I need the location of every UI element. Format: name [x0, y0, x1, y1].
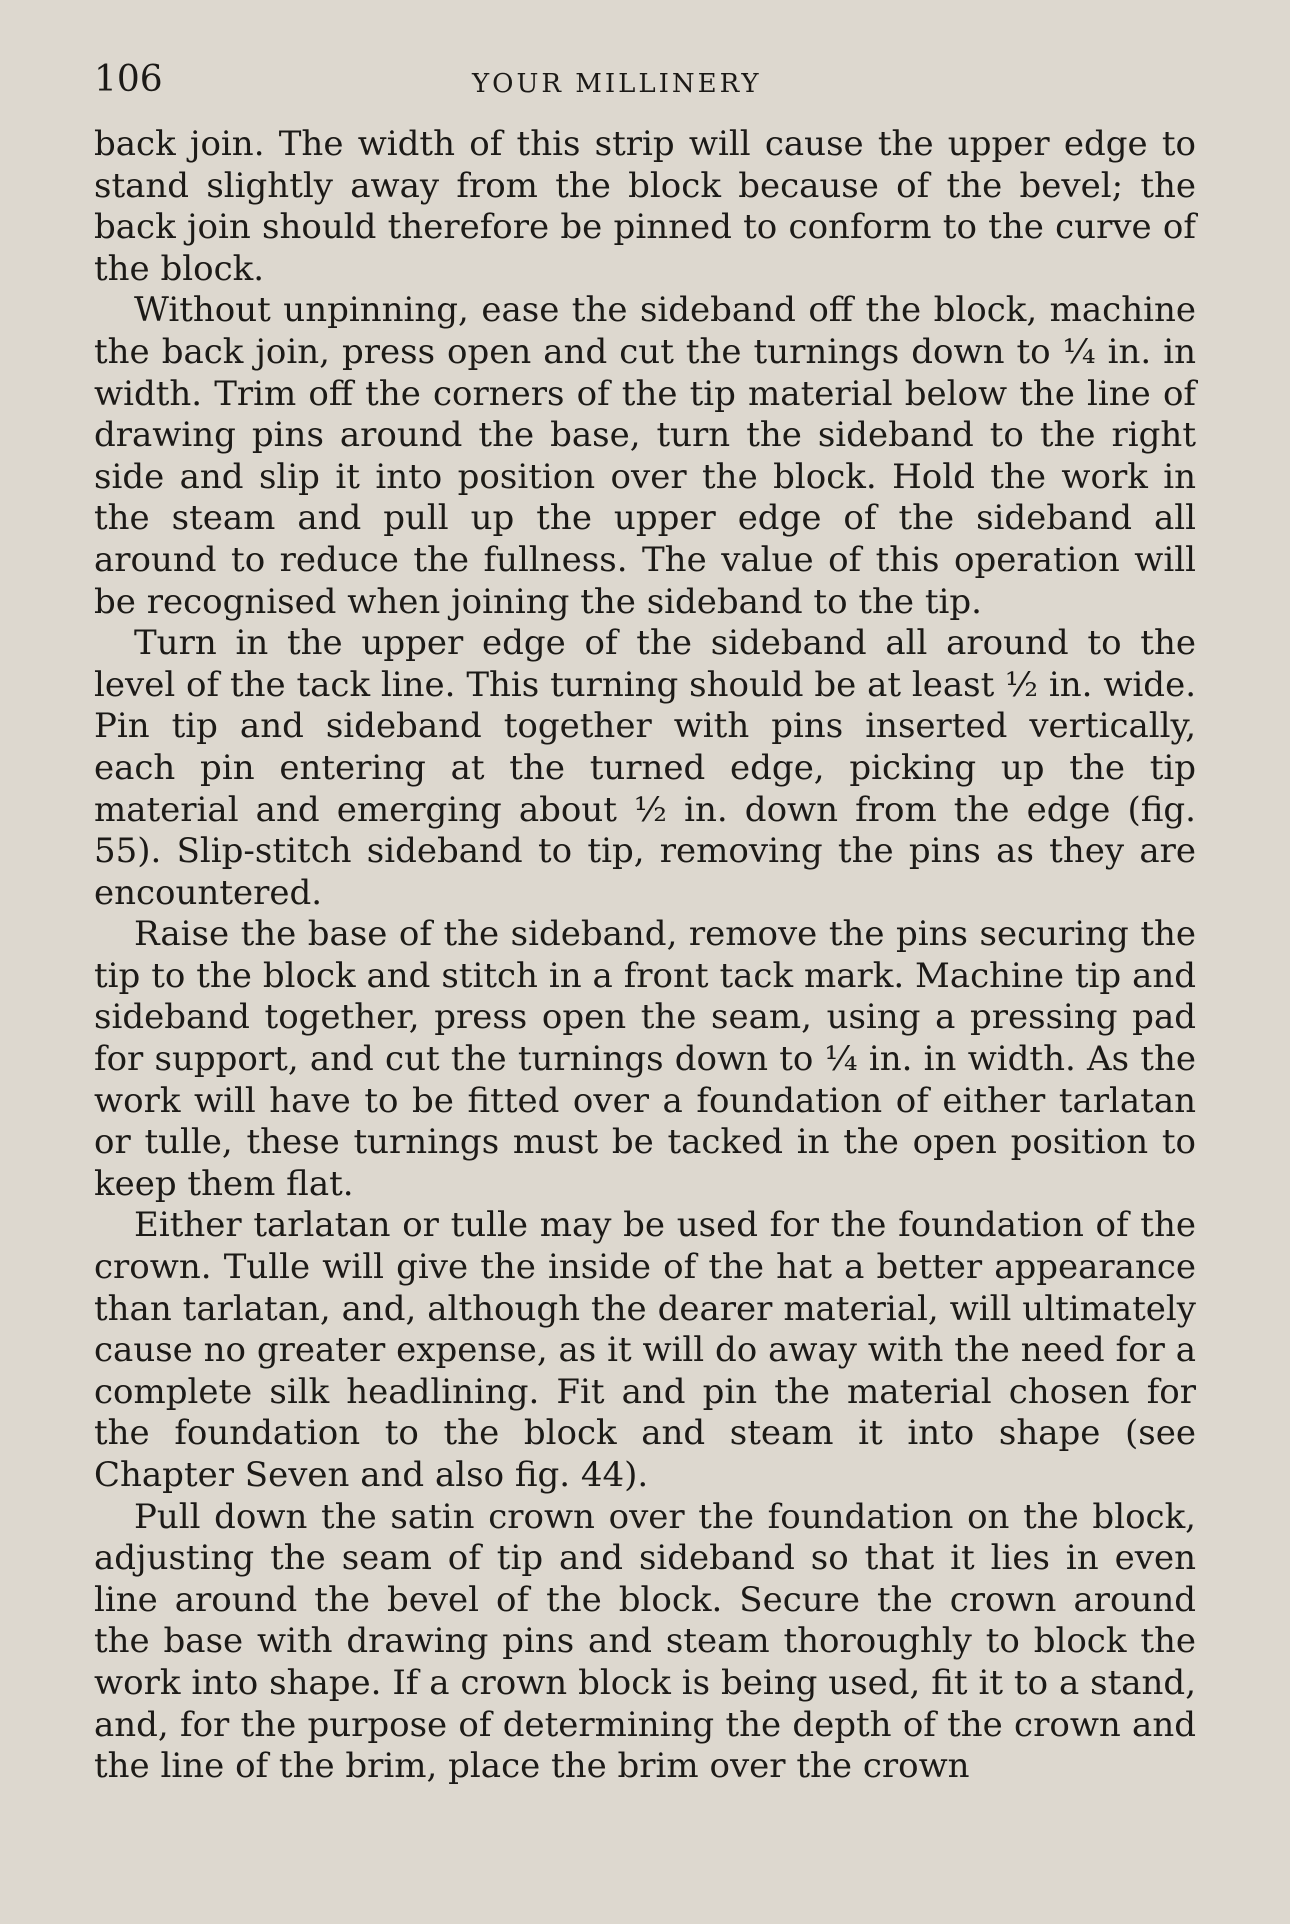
paragraph: back join. The width of this strip will cause the upper edge to stand slightly away from the block because of the bevel; the back join should therefore be pinned to conform to the curve of the block.: [94, 124, 1196, 289]
paragraph: Pull down the satin crown over the foundation on the block, adjusting the seam of tip and sideband so that it lies in even line around the bevel of the block. Secure the crown around the base with drawing pins and steam thoroughly to block the work into shape. If a crown block is being used, fit it to a stand, and, for the purpose of determining the depth of the crown and the line of the brim, place the brim over the crown: [94, 1496, 1196, 1787]
paragraph: Either tarlatan or tulle may be used for the foundation of the crown. Tulle will give the inside of the hat a better appearance than tarlatan, and, although the dearer material, will ultimately cause no greater expense, as it will do away with the need for a complete silk headlining. Fit and pin the material chosen for the foundation to the block and steam it into shape (see Chapter Seven and also fig. 44).: [94, 1205, 1196, 1495]
running-title: YOUR MILLINERY: [472, 69, 762, 99]
body-text: [94, 124, 1196, 1788]
running-head: [94, 58, 1194, 108]
page-number: 106: [94, 59, 163, 100]
paragraph: Without unpinning, ease the sideband off the block, machine the back join, press open and cut the turnings down to ¼ in. in width. Trim off the corners of the tip material below the line of drawing pins around the base, turn the sideband to the right side and slip it into position over the block. Hold the work in the steam and pull up the upper edge of the sideband all around to reduce the fullness. The value of this operation will be recognised when joining the sideband to the tip.: [94, 290, 1196, 622]
paragraph: Turn in the upper edge of the sideband all around to the level of the tack line. This turning should be at least ½ in. wide. Pin tip and sideband together with pins inserted vertically, each pin entering at the turned edge, picking up the tip material and emerging about ½ in. down from the edge (fig. 55). Slip-stitch sideband to tip, removing the pins as they are encountered.: [94, 623, 1196, 913]
paragraph: Raise the base of the sideband, remove the pins securing the tip to the block and stitch in a front tack mark. Machine tip and sideband together, press open the seam, using a pressing pad for support, and cut the turnings down to ¼ in. in width. As the work will have to be fitted over a foundation of either tarlatan or tulle, these turnings must be tacked in the open position to keep them flat.: [94, 914, 1196, 1204]
